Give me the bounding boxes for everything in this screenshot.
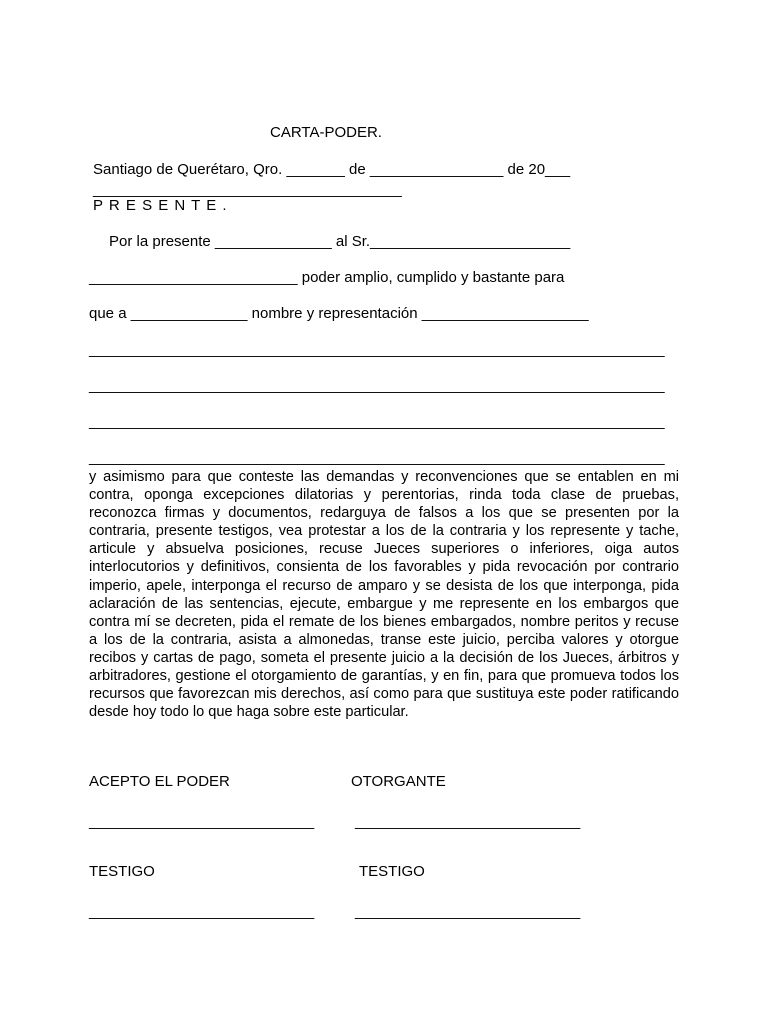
signature-line: ___________________________ [355, 813, 581, 830]
acepto-el-poder-label: ACEPTO EL PODER [89, 773, 230, 790]
por-la-presente-line: Por la presente ______________ al Sr.________________________ [109, 233, 571, 250]
place-date-line: Santiago de Querétaro, Qro. _______ de ________________ de 20___ [93, 161, 571, 178]
presente-heading: P R E S E N T E . [93, 197, 228, 214]
blank-line: _____________________________________________________________________ [89, 413, 665, 430]
blank-line: _____________________________________ [93, 181, 402, 198]
testigo-label: TESTIGO [359, 863, 425, 880]
signature-line: ___________________________ [89, 903, 315, 920]
body-paragraph: y asimismo para que conteste las demandas y reconvenciones que se entablen en mi contra, oponga excepciones dilatorias y perentorias, rinda toda clase de pruebas, reconozca firmas y documentos, redarguya de falsos a los que se presenten por la contraria, presente testigos, vea protestar a los de la contraria y los represente y tache, articule y absuelva posiciones, recuse Jueces superiores o inferiores, oiga autos interlocutorios y definitivos, consienta de los favorables y pida revocación por contrario imperio, apele, interponga el recurso de amparo y se desista de los que interponga, pida aclaración de las sentencias, ejecute, embargue y me represente en los embargos que contra mí se decreten, pida el remate de los bienes embargados, nombre peritos y recuse a los de la contraria, asista a almonedas, transe este juicio, perciba valores y otorgue recibos y cartas de pago, someta el presente juicio a la decisión de los Jueces, árbitros y arbitradores, gestione el otorgamiento de garantías, y en fin, para que promueva todos los recursos que favorezcan mis derechos, así como para que sustituya este poder ratificando desde hoy todo lo que haga sobre este particular. [89, 469, 679, 721]
testigo-label: TESTIGO [89, 863, 155, 880]
blank-line: _____________________________________________________________________ [89, 377, 665, 394]
otorgante-label: OTORGANTE [351, 773, 446, 790]
signature-line: ___________________________ [89, 813, 315, 830]
blank-line: _____________________________________________________________________ [89, 449, 665, 466]
document-title: CARTA-PODER. [270, 124, 382, 141]
signature-line: ___________________________ [355, 903, 581, 920]
blank-line: _____________________________________________________________________ [89, 341, 665, 358]
que-a-line: que a ______________ nombre y representación ____________________ [89, 305, 589, 322]
poder-amplio-line: _________________________ poder amplio, cumplido y bastante para [89, 269, 565, 286]
